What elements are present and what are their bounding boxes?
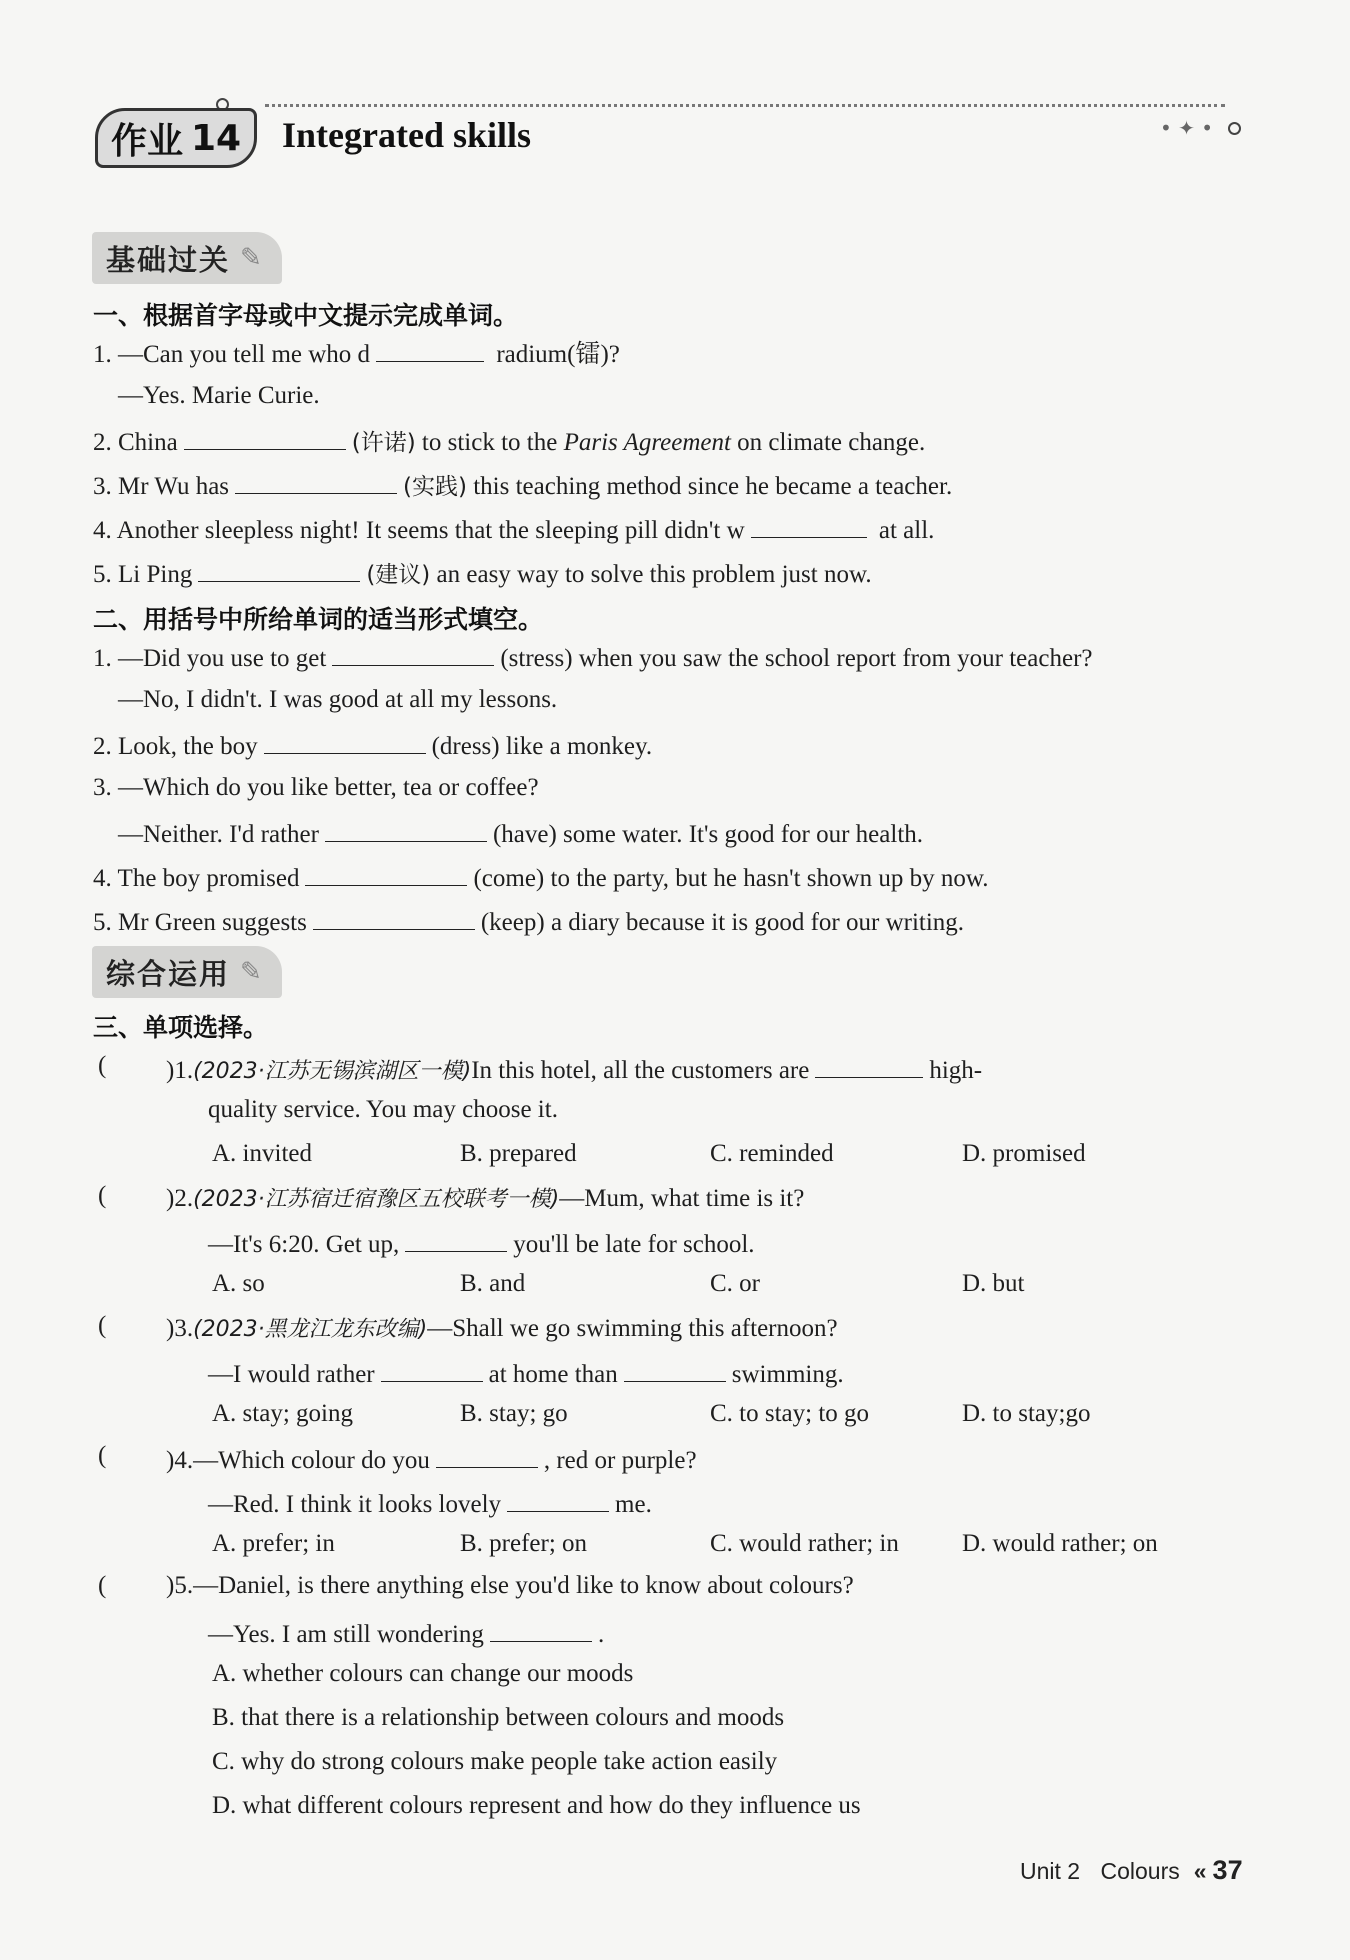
- p1-q1-reply: —Yes. Marie Curie.: [118, 382, 320, 409]
- mc-q2-stem-cont: —It's 6:20. Get up, you'll be late for school.: [208, 1226, 755, 1259]
- mc-q1-stem-cont: quality service. You may choose it.: [208, 1096, 558, 1123]
- mc-q3-stem-cont: —I would rather at home than swimming.: [208, 1356, 844, 1389]
- double-chevron-icon: «: [1193, 1858, 1207, 1884]
- p2-q1-line: 1. —Did you use to get (stress) when you saw the school report from your teacher?: [93, 640, 1093, 675]
- mc-q3-option-d[interactable]: D. to stay;go: [962, 1400, 1091, 1427]
- mc-q4-option-b[interactable]: B. prefer; on: [460, 1530, 588, 1557]
- page-number: 37: [1212, 1855, 1243, 1885]
- section-tag-basic: 基础过关 ✎: [92, 232, 282, 284]
- mc-q4-stem: )4.—Which colour do you , red or purple?: [166, 1442, 697, 1475]
- p2-q1-reply: —No, I didn't. I was good at all my lessons.: [118, 686, 558, 713]
- homework-badge: [95, 108, 257, 168]
- answer-blank: [381, 1356, 483, 1382]
- answer-paren[interactable]: (: [98, 1052, 107, 1079]
- p1-q1-line: 1. —Can you tell me who d radium(镭)?: [93, 336, 620, 371]
- badge-number: 14: [190, 117, 242, 159]
- header-circle-right: [1228, 122, 1241, 135]
- p1-q5-line: 5. Li Ping (建议) an easy way to solve this problem just now.: [93, 556, 872, 591]
- answer-blank[interactable]: [332, 640, 494, 666]
- mc-q3-option-a[interactable]: A. stay; going: [212, 1400, 353, 1427]
- part3-heading: 三、单项选择。: [93, 1013, 269, 1042]
- mc-q5-option-c[interactable]: C. why do strong colours make people take action easily: [212, 1748, 778, 1775]
- mc-q2-option-c[interactable]: C. or: [710, 1270, 760, 1297]
- mc-q1-option-a[interactable]: A. invited: [212, 1140, 312, 1167]
- answer-paren[interactable]: (: [98, 1312, 107, 1339]
- badge-label: 作业: [110, 120, 183, 162]
- part1-heading: 一、根据首字母或中文提示完成单词。: [93, 301, 519, 330]
- mc-q4-option-a[interactable]: A. prefer; in: [212, 1530, 335, 1557]
- p2-q4-line: 4. The boy promised (come) to the party, but he hasn't shown up by now.: [93, 860, 989, 895]
- mc-q3-stem: )3.(2023·黑龙江龙东改编)—Shall we go swimming this afternoon?: [166, 1315, 838, 1342]
- mc-q2-stem: )2.(2023·江苏宿迁宿豫区五校联考一模)—Mum, what time is it?: [166, 1185, 805, 1212]
- header-dotted-line: [265, 104, 1225, 107]
- mc-q2-option-d[interactable]: D. but: [962, 1270, 1025, 1297]
- answer-blank[interactable]: [305, 860, 467, 886]
- answer-blank[interactable]: [751, 512, 867, 538]
- mc-q3-option-b[interactable]: B. stay; go: [460, 1400, 568, 1427]
- answer-blank: [490, 1616, 592, 1642]
- mc-q2-option-b[interactable]: B. and: [460, 1270, 526, 1297]
- mc-q1-stem: )1.(2023·江苏无锡滨湖区一模)In this hotel, all the customers are high-: [166, 1052, 982, 1085]
- answer-blank: [436, 1442, 538, 1468]
- answer-blank[interactable]: [325, 816, 487, 842]
- pencil-icon: ✎: [240, 243, 264, 273]
- mc-q1-option-c[interactable]: C. reminded: [710, 1140, 834, 1167]
- answer-blank[interactable]: [235, 468, 397, 494]
- answer-paren[interactable]: (: [98, 1442, 107, 1469]
- p2-q2-line: 2. Look, the boy (dress) like a monkey.: [93, 728, 652, 763]
- page-footer: [1020, 1855, 1243, 1886]
- mc-q3-option-c[interactable]: C. to stay; to go: [710, 1400, 870, 1427]
- answer-blank: [405, 1226, 507, 1252]
- section-tag-comprehensive: 综合运用 ✎: [92, 946, 282, 998]
- answer-blank[interactable]: [376, 336, 484, 362]
- answer-blank[interactable]: [313, 904, 475, 930]
- mc-q5-stem: )5.—Daniel, is there anything else you'd like to know about colours?: [166, 1572, 854, 1599]
- answer-paren[interactable]: (: [98, 1182, 107, 1209]
- p2-q5-line: 5. Mr Green suggests (keep) a diary because it is good for our writing.: [93, 904, 964, 939]
- mc-q5-option-b[interactable]: B. that there is a relationship between colours and moods: [212, 1704, 785, 1731]
- pencil-icon: ✎: [240, 957, 264, 987]
- part2-heading: 二、用括号中所给单词的适当形式填空。: [93, 605, 544, 634]
- footer-topic: Colours: [1100, 1858, 1180, 1884]
- p2-q3-line: 3. —Which do you like better, tea or coffee?: [93, 774, 539, 801]
- p2-q3-reply: —Neither. I'd rather (have) some water. It's good for our health.: [118, 816, 923, 851]
- sparkle-icon: • ✦ •: [1160, 116, 1214, 140]
- mc-q4-stem-cont: —Red. I think it looks lovely me.: [208, 1486, 652, 1519]
- mc-q1-option-b[interactable]: B. prepared: [460, 1140, 577, 1167]
- answer-blank: [815, 1052, 923, 1078]
- page-title: Integrated skills: [282, 115, 532, 155]
- p1-q3-line: 3. Mr Wu has (实践) this teaching method since he became a teacher.: [93, 468, 952, 503]
- answer-blank[interactable]: [264, 728, 426, 754]
- mc-q5-option-d[interactable]: D. what different colours represent and how do they influence us: [212, 1792, 861, 1819]
- answer-blank[interactable]: [198, 556, 360, 582]
- mc-q2-option-a[interactable]: A. so: [212, 1270, 265, 1297]
- mc-q4-option-d[interactable]: D. would rather; on: [962, 1530, 1158, 1557]
- mc-q1-option-d[interactable]: D. promised: [962, 1140, 1086, 1167]
- mc-q5-option-a[interactable]: A. whether colours can change our moods: [212, 1660, 634, 1687]
- answer-blank: [507, 1486, 609, 1512]
- p1-q2-line: 2. China (许诺) to stick to the Paris Agreement on climate change.: [93, 424, 925, 459]
- p1-q4-line: 4. Another sleepless night! It seems that the sleeping pill didn't w at all.: [93, 512, 934, 547]
- answer-paren[interactable]: (: [98, 1572, 107, 1599]
- mc-q4-option-c[interactable]: C. would rather; in: [710, 1530, 899, 1557]
- answer-blank: [624, 1356, 726, 1382]
- footer-unit: Unit 2: [1020, 1858, 1081, 1884]
- mc-q5-stem-cont: —Yes. I am still wondering .: [208, 1616, 604, 1649]
- answer-blank[interactable]: [184, 424, 346, 450]
